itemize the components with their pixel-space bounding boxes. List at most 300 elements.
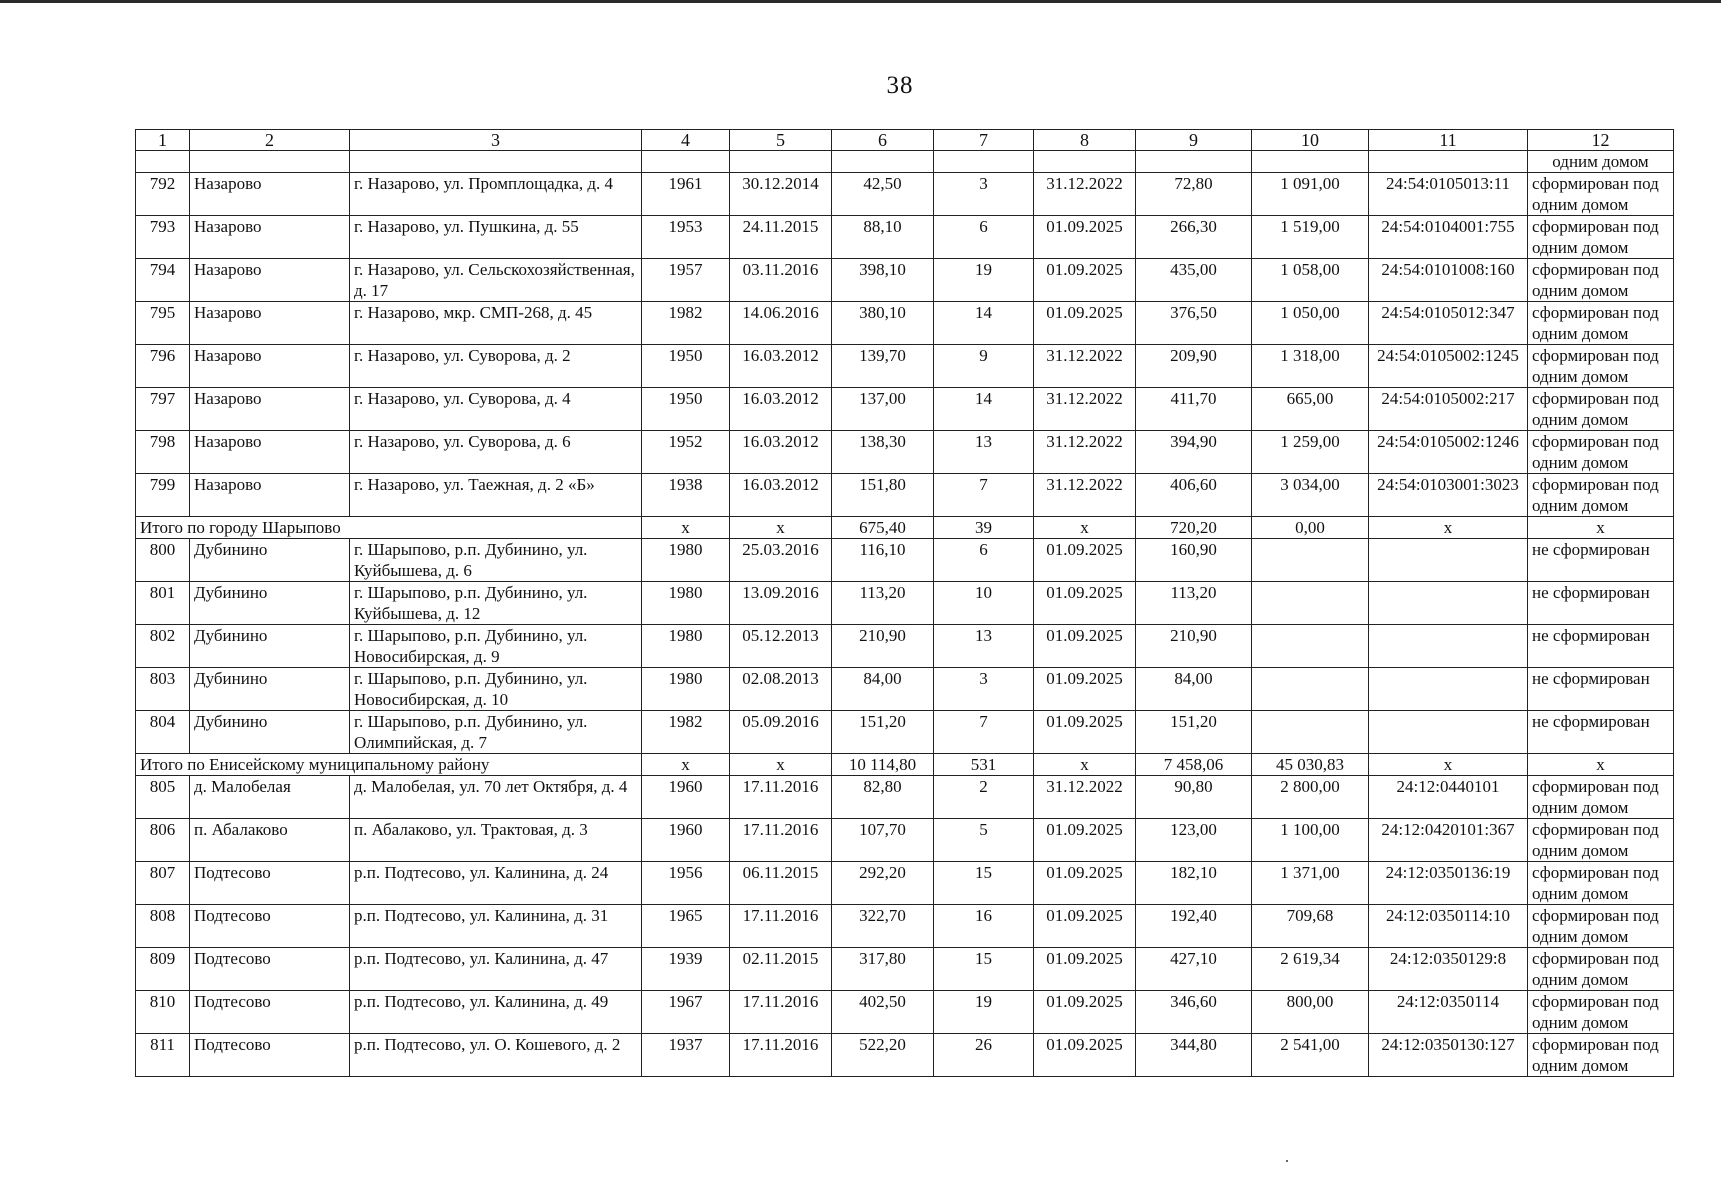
cell-col9: 427,10 [1136, 948, 1252, 991]
table-row [136, 948, 1674, 991]
subtotal-label: Итого по городу Шарыпово [136, 517, 642, 539]
cell-people: 2 [934, 776, 1034, 819]
cell-status: х [1528, 517, 1674, 539]
cell-col10: 2 619,34 [1252, 948, 1369, 991]
cell-col10 [1252, 668, 1369, 711]
cell-col10 [1252, 539, 1369, 582]
cell-col10: 45 030,83 [1252, 754, 1369, 776]
column-header: 10 [1252, 130, 1369, 151]
cell-area: 10 114,80 [832, 754, 934, 776]
cell-status: сформирован под одним домом [1528, 388, 1674, 431]
cell-empty [1369, 151, 1528, 173]
cell-place: Назарово [190, 173, 350, 216]
cell-address: г. Шарыпово, р.п. Дубинино, ул. Новосибирская, д. 9 [350, 625, 642, 668]
cell-cadastre: 24:12:0350130:127 [1369, 1034, 1528, 1077]
cell-cadastre [1369, 539, 1528, 582]
cell-col9: 84,00 [1136, 668, 1252, 711]
cell-people: 15 [934, 948, 1034, 991]
cell-date: 25.03.2016 [730, 539, 832, 582]
cell-date: х [730, 517, 832, 539]
cell-empty [1034, 151, 1136, 173]
cell-col10: 1 519,00 [1252, 216, 1369, 259]
table-row [136, 216, 1674, 259]
column-number-row [136, 130, 1674, 151]
cell-status: сформирован под одним домом [1528, 948, 1674, 991]
cell-area: 522,20 [832, 1034, 934, 1077]
cell-address: г. Назарово, ул. Таежная, д. 2 «Б» [350, 474, 642, 517]
table-row [136, 905, 1674, 948]
cell-col9: 123,00 [1136, 819, 1252, 862]
cell-address: р.п. Подтесово, ул. Калинина, д. 49 [350, 991, 642, 1034]
subtotal-row [136, 754, 1674, 776]
cell-people: 13 [934, 431, 1034, 474]
cell-col10 [1252, 625, 1369, 668]
cell-address: г. Назарово, ул. Суворова, д. 4 [350, 388, 642, 431]
cell-people: 6 [934, 539, 1034, 582]
cell-people: 5 [934, 819, 1034, 862]
cell-year: х [642, 754, 730, 776]
cell-deadline: 31.12.2022 [1034, 474, 1136, 517]
continuation-row [136, 151, 1674, 173]
cell-col10 [1252, 711, 1369, 754]
cell-number: 811 [136, 1034, 190, 1077]
cell-cadastre: 24:54:0105002:1246 [1369, 431, 1528, 474]
cell-col10: 800,00 [1252, 991, 1369, 1034]
cell-place: Назарово [190, 474, 350, 517]
cell-year: 1980 [642, 582, 730, 625]
cell-date: 17.11.2016 [730, 905, 832, 948]
cell-area: 675,40 [832, 517, 934, 539]
cell-date: 17.11.2016 [730, 991, 832, 1034]
cell-col10: 3 034,00 [1252, 474, 1369, 517]
cell-area: 84,00 [832, 668, 934, 711]
cell-place: Подтесово [190, 948, 350, 991]
cell-area: 137,00 [832, 388, 934, 431]
cell-year: 1953 [642, 216, 730, 259]
column-header: 11 [1369, 130, 1528, 151]
cell-empty [642, 151, 730, 173]
cell-col9: 435,00 [1136, 259, 1252, 302]
table-row [136, 431, 1674, 474]
cell-col9: 160,90 [1136, 539, 1252, 582]
column-header: 9 [1136, 130, 1252, 151]
cell-place: Назарово [190, 431, 350, 474]
page-top-border [0, 0, 1721, 3]
table-row [136, 776, 1674, 819]
cell-area: 82,80 [832, 776, 934, 819]
cell-deadline: х [1034, 754, 1136, 776]
cell-cadastre: 24:54:0105012:347 [1369, 302, 1528, 345]
cell-status: сформирован под одним домом [1528, 345, 1674, 388]
cell-area: 42,50 [832, 173, 934, 216]
cell-cadastre: 24:54:0105002:1245 [1369, 345, 1528, 388]
cell-number: 799 [136, 474, 190, 517]
table-row [136, 625, 1674, 668]
cell-year: 1982 [642, 302, 730, 345]
table-row [136, 474, 1674, 517]
cell-col10: 1 318,00 [1252, 345, 1369, 388]
cell-cadastre: 24:54:0101008:160 [1369, 259, 1528, 302]
cell-area: 402,50 [832, 991, 934, 1034]
cell-cadastre [1369, 668, 1528, 711]
cell-year: 1965 [642, 905, 730, 948]
cell-year: 1957 [642, 259, 730, 302]
cell-area: 107,70 [832, 819, 934, 862]
cell-number: 807 [136, 862, 190, 905]
cell-number: 801 [136, 582, 190, 625]
cell-people: 9 [934, 345, 1034, 388]
cell-status: сформирован под одним домом [1528, 1034, 1674, 1077]
cell-year: 1980 [642, 539, 730, 582]
cell-empty [190, 151, 350, 173]
cell-place: Назарово [190, 259, 350, 302]
cell-status: не сформирован [1528, 625, 1674, 668]
cell-area: 116,10 [832, 539, 934, 582]
table-row [136, 862, 1674, 905]
cell-year: 1956 [642, 862, 730, 905]
cell-col10: 1 091,00 [1252, 173, 1369, 216]
cell-status: не сформирован [1528, 668, 1674, 711]
cell-date: 16.03.2012 [730, 345, 832, 388]
housing-register-table [135, 129, 1674, 1077]
cell-status: сформирован под одним домом [1528, 905, 1674, 948]
cell-deadline: 31.12.2022 [1034, 345, 1136, 388]
cell-place: Дубинино [190, 711, 350, 754]
cell-date: 24.11.2015 [730, 216, 832, 259]
column-header: 6 [832, 130, 934, 151]
cell-address: д. Малобелая, ул. 70 лет Октября, д. 4 [350, 776, 642, 819]
cell-cadastre [1369, 711, 1528, 754]
cell-col9: 182,10 [1136, 862, 1252, 905]
cell-number: 797 [136, 388, 190, 431]
cell-year: 1938 [642, 474, 730, 517]
cell-status: не сформирован [1528, 711, 1674, 754]
cell-area: 138,30 [832, 431, 934, 474]
cell-number: 796 [136, 345, 190, 388]
cell-people: 7 [934, 474, 1034, 517]
table-row [136, 1034, 1674, 1077]
cell-deadline: 01.09.2025 [1034, 819, 1136, 862]
column-header: 7 [934, 130, 1034, 151]
cell-col9: 720,20 [1136, 517, 1252, 539]
cell-address: р.п. Подтесово, ул. Калинина, д. 47 [350, 948, 642, 991]
cell-number: 808 [136, 905, 190, 948]
cell-empty [832, 151, 934, 173]
cell-address: г. Назарово, мкр. СМП-268, д. 45 [350, 302, 642, 345]
table-row [136, 582, 1674, 625]
cell-date: 06.11.2015 [730, 862, 832, 905]
cell-people: 14 [934, 388, 1034, 431]
subtotal-label: Итого по Енисейскому муниципальному району [136, 754, 642, 776]
cell-col9: 411,70 [1136, 388, 1252, 431]
cell-address: г. Назарово, ул. Пушкина, д. 55 [350, 216, 642, 259]
cell-col10: 2 800,00 [1252, 776, 1369, 819]
cell-number: 809 [136, 948, 190, 991]
cell-date: 14.06.2016 [730, 302, 832, 345]
cell-cadastre: 24:54:0104001:755 [1369, 216, 1528, 259]
cell-cadastre: х [1369, 754, 1528, 776]
cell-status: сформирован под одним домом [1528, 991, 1674, 1034]
cell-number: 800 [136, 539, 190, 582]
cell-number: 804 [136, 711, 190, 754]
cell-area: 398,10 [832, 259, 934, 302]
cell-deadline: 01.09.2025 [1034, 259, 1136, 302]
cell-people: 3 [934, 668, 1034, 711]
cell-col10: 709,68 [1252, 905, 1369, 948]
cell-col9: 90,80 [1136, 776, 1252, 819]
cell-place: Дубинино [190, 668, 350, 711]
cell-area: 322,70 [832, 905, 934, 948]
cell-deadline: 01.09.2025 [1034, 1034, 1136, 1077]
cell-address: г. Назарово, ул. Суворова, д. 2 [350, 345, 642, 388]
cell-date: 05.12.2013 [730, 625, 832, 668]
table-row [136, 173, 1674, 216]
cell-deadline: 31.12.2022 [1034, 388, 1136, 431]
cell-area: 210,90 [832, 625, 934, 668]
cell-status: сформирован под одним домом [1528, 431, 1674, 474]
cell-status: сформирован под одним домом [1528, 259, 1674, 302]
cell-status: х [1528, 754, 1674, 776]
cell-place: Подтесово [190, 905, 350, 948]
table-row [136, 668, 1674, 711]
cell-col9: 376,50 [1136, 302, 1252, 345]
cell-address: п. Абалаково, ул. Трактовая, д. 3 [350, 819, 642, 862]
cell-area: 292,20 [832, 862, 934, 905]
cell-number: 803 [136, 668, 190, 711]
cell-people: 14 [934, 302, 1034, 345]
cell-status: сформирован под одним домом [1528, 474, 1674, 517]
cell-cadastre: 24:54:0103001:3023 [1369, 474, 1528, 517]
cell-deadline: 01.09.2025 [1034, 302, 1136, 345]
cell-status: сформирован под одним домом [1528, 302, 1674, 345]
cell-number: 810 [136, 991, 190, 1034]
page-number: 38 [886, 72, 914, 99]
cell-deadline: 01.09.2025 [1034, 905, 1136, 948]
cell-area: 151,80 [832, 474, 934, 517]
cell-date: 02.11.2015 [730, 948, 832, 991]
cell-col9: 394,90 [1136, 431, 1252, 474]
table-row [136, 302, 1674, 345]
cell-year: х [642, 517, 730, 539]
cell-col9: 406,60 [1136, 474, 1252, 517]
cell-col10: 1 050,00 [1252, 302, 1369, 345]
cell-number: 794 [136, 259, 190, 302]
cell-cadastre: 24:12:0350136:19 [1369, 862, 1528, 905]
column-header: 8 [1034, 130, 1136, 151]
cell-date: 13.09.2016 [730, 582, 832, 625]
cell-col10 [1252, 582, 1369, 625]
cell-people: 39 [934, 517, 1034, 539]
table-row [136, 259, 1674, 302]
cell-place: Подтесово [190, 991, 350, 1034]
cell-place: Дубинино [190, 539, 350, 582]
cell-place: Назарово [190, 216, 350, 259]
cell-col9: 151,20 [1136, 711, 1252, 754]
column-header: 5 [730, 130, 832, 151]
cell-cadastre: 24:54:0105013:11 [1369, 173, 1528, 216]
cell-place: Назарово [190, 345, 350, 388]
cell-date: 17.11.2016 [730, 819, 832, 862]
cell-year: 1952 [642, 431, 730, 474]
cell-address: г. Шарыпово, р.п. Дубинино, ул. Куйбышева, д. 6 [350, 539, 642, 582]
cell-cadastre: 24:12:0350129:8 [1369, 948, 1528, 991]
cell-people: 13 [934, 625, 1034, 668]
cell-empty [934, 151, 1034, 173]
cell-status: одним домом [1528, 151, 1674, 173]
cell-status: не сформирован [1528, 582, 1674, 625]
cell-area: 380,10 [832, 302, 934, 345]
cell-year: 1937 [642, 1034, 730, 1077]
cell-address: г. Шарыпово, р.п. Дубинино, ул. Новосибирская, д. 10 [350, 668, 642, 711]
cell-col9: 266,30 [1136, 216, 1252, 259]
table-row [136, 539, 1674, 582]
cell-cadastre [1369, 625, 1528, 668]
cell-cadastre: 24:12:0350114:10 [1369, 905, 1528, 948]
subtotal-row [136, 517, 1674, 539]
cell-address: р.п. Подтесово, ул. Калинина, д. 24 [350, 862, 642, 905]
cell-area: 317,80 [832, 948, 934, 991]
cell-col10: 665,00 [1252, 388, 1369, 431]
cell-deadline: 01.09.2025 [1034, 582, 1136, 625]
cell-number: 795 [136, 302, 190, 345]
cell-place: п. Абалаково [190, 819, 350, 862]
table-row [136, 819, 1674, 862]
cell-people: 19 [934, 991, 1034, 1034]
cell-area: 151,20 [832, 711, 934, 754]
table-row [136, 345, 1674, 388]
cell-people: 15 [934, 862, 1034, 905]
cell-place: д. Малобелая [190, 776, 350, 819]
cell-year: 1980 [642, 668, 730, 711]
cell-col10: 1 058,00 [1252, 259, 1369, 302]
cell-place: Назарово [190, 388, 350, 431]
cell-number: 793 [136, 216, 190, 259]
cell-date: 16.03.2012 [730, 388, 832, 431]
cell-deadline: 01.09.2025 [1034, 862, 1136, 905]
cell-area: 139,70 [832, 345, 934, 388]
cell-status: сформирован под одним домом [1528, 776, 1674, 819]
cell-date: 30.12.2014 [730, 173, 832, 216]
column-header: 3 [350, 130, 642, 151]
cell-date: 17.11.2016 [730, 776, 832, 819]
cell-address: г. Шарыпово, р.п. Дубинино, ул. Олимпийская, д. 7 [350, 711, 642, 754]
cell-cadastre: 24:12:0350114 [1369, 991, 1528, 1034]
cell-number: 798 [136, 431, 190, 474]
cell-area: 88,10 [832, 216, 934, 259]
cell-empty [1136, 151, 1252, 173]
cell-year: 1960 [642, 776, 730, 819]
cell-address: г. Назарово, ул. Сельскохозяйственная, д. 17 [350, 259, 642, 302]
cell-year: 1939 [642, 948, 730, 991]
cell-people: 7 [934, 711, 1034, 754]
cell-deadline: х [1034, 517, 1136, 539]
cell-people: 19 [934, 259, 1034, 302]
cell-year: 1960 [642, 819, 730, 862]
column-header: 4 [642, 130, 730, 151]
cell-people: 16 [934, 905, 1034, 948]
column-header: 1 [136, 130, 190, 151]
table-row [136, 991, 1674, 1034]
cell-cadastre: 24:12:0420101:367 [1369, 819, 1528, 862]
cell-col10: 1 371,00 [1252, 862, 1369, 905]
cell-year: 1982 [642, 711, 730, 754]
cell-date: 17.11.2016 [730, 1034, 832, 1077]
cell-cadastre: 24:54:0105002:217 [1369, 388, 1528, 431]
cell-cadastre: 24:12:0440101 [1369, 776, 1528, 819]
cell-col9: 344,80 [1136, 1034, 1252, 1077]
cell-status: не сформирован [1528, 539, 1674, 582]
cell-empty [136, 151, 190, 173]
table-row [136, 711, 1674, 754]
cell-address: г. Назарово, ул. Промплощадка, д. 4 [350, 173, 642, 216]
cell-place: Подтесово [190, 1034, 350, 1077]
cell-area: 113,20 [832, 582, 934, 625]
cell-deadline: 01.09.2025 [1034, 668, 1136, 711]
cell-col10: 2 541,00 [1252, 1034, 1369, 1077]
cell-status: сформирован под одним домом [1528, 173, 1674, 216]
cell-year: 1961 [642, 173, 730, 216]
cell-address: р.п. Подтесово, ул. О. Кошевого, д. 2 [350, 1034, 642, 1077]
table-row [136, 388, 1674, 431]
cell-date: х [730, 754, 832, 776]
cell-deadline: 31.12.2022 [1034, 776, 1136, 819]
cell-deadline: 01.09.2025 [1034, 539, 1136, 582]
cell-place: Назарово [190, 302, 350, 345]
scan-speck [1286, 1160, 1288, 1162]
cell-deadline: 01.09.2025 [1034, 948, 1136, 991]
cell-address: р.п. Подтесово, ул. Калинина, д. 31 [350, 905, 642, 948]
column-header: 2 [190, 130, 350, 151]
cell-deadline: 01.09.2025 [1034, 625, 1136, 668]
cell-date: 05.09.2016 [730, 711, 832, 754]
cell-col10: 1 100,00 [1252, 819, 1369, 862]
cell-cadastre: х [1369, 517, 1528, 539]
cell-empty [350, 151, 642, 173]
cell-people: 26 [934, 1034, 1034, 1077]
cell-number: 802 [136, 625, 190, 668]
cell-empty [730, 151, 832, 173]
cell-col9: 113,20 [1136, 582, 1252, 625]
cell-number: 805 [136, 776, 190, 819]
column-header: 12 [1528, 130, 1674, 151]
cell-status: сформирован под одним домом [1528, 216, 1674, 259]
cell-col9: 210,90 [1136, 625, 1252, 668]
cell-empty [1252, 151, 1369, 173]
cell-deadline: 01.09.2025 [1034, 216, 1136, 259]
cell-col9: 346,60 [1136, 991, 1252, 1034]
cell-address: г. Назарово, ул. Суворова, д. 6 [350, 431, 642, 474]
cell-place: Подтесово [190, 862, 350, 905]
cell-date: 03.11.2016 [730, 259, 832, 302]
cell-status: сформирован под одним домом [1528, 819, 1674, 862]
cell-people: 10 [934, 582, 1034, 625]
cell-date: 02.08.2013 [730, 668, 832, 711]
cell-place: Дубинино [190, 625, 350, 668]
cell-date: 16.03.2012 [730, 474, 832, 517]
cell-people: 6 [934, 216, 1034, 259]
cell-col10: 1 259,00 [1252, 431, 1369, 474]
cell-year: 1980 [642, 625, 730, 668]
cell-deadline: 01.09.2025 [1034, 711, 1136, 754]
cell-year: 1950 [642, 345, 730, 388]
cell-deadline: 31.12.2022 [1034, 431, 1136, 474]
cell-cadastre [1369, 582, 1528, 625]
cell-date: 16.03.2012 [730, 431, 832, 474]
cell-people: 531 [934, 754, 1034, 776]
cell-number: 806 [136, 819, 190, 862]
cell-col10: 0,00 [1252, 517, 1369, 539]
cell-deadline: 01.09.2025 [1034, 991, 1136, 1034]
